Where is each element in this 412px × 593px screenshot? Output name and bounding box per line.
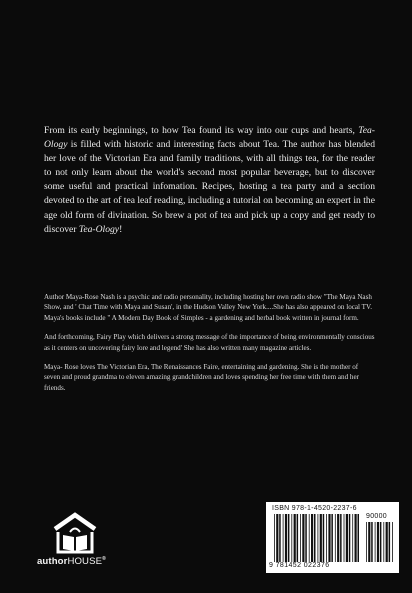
barcode-bar <box>346 514 348 562</box>
barcode-bar <box>297 514 299 562</box>
publisher-logo <box>37 512 113 572</box>
ean-barcode-bars <box>274 514 362 562</box>
house-book-logo-icon <box>49 512 101 554</box>
barcode-bar <box>380 522 382 562</box>
barcode-bar <box>386 522 388 562</box>
barcode-bar <box>375 522 376 562</box>
isbn-barcode <box>266 502 399 573</box>
barcode-bar <box>305 514 307 562</box>
barcode-bar <box>355 514 357 562</box>
price-addon-number: 90000 <box>366 513 387 520</box>
barcode-bar <box>358 514 360 562</box>
barcode-bar <box>274 514 275 562</box>
blurb-text-3: ! <box>119 223 123 235</box>
barcode-bar <box>311 514 313 562</box>
barcode-bar <box>328 514 330 562</box>
book-title-italic: Tea-Ology <box>78 223 120 235</box>
publisher-name <box>37 556 117 567</box>
publisher-name-bold: author <box>37 556 68 568</box>
barcode-bar <box>331 514 333 562</box>
barcode-bar <box>314 514 316 562</box>
barcode-bar <box>279 514 281 562</box>
bio-paragraph-3: Maya- Rose loves The Victorian Era, The Renaissances Faire, entertaining and gardening. She is the mother of seven and proud grandma to eleven amazing grandchildren and loves spending her free time with them and her friends. <box>44 363 359 392</box>
addon-barcode-bars <box>366 522 394 562</box>
blurb-text-2: is filled with historic and interesting facts about Tea. The author has blended her love of the Victorian Era and family traditions, with all things tea, for the reader to not only learn about the world's second most popular beverage, but to discover some useful and practical infomation. Recipes, hosting a tea party and a section devoted to the art of tea leaf reading, including a tutorial on becoming an expert in the age old form of divination. So brew a pot of tea and pick up a copy and get ready to discover <box>44 139 375 235</box>
barcode-bar <box>392 522 393 562</box>
barcode-bar <box>288 514 290 562</box>
blurb-paragraph <box>44 124 375 237</box>
barcode-bar <box>389 522 391 562</box>
barcode-bar <box>377 522 379 562</box>
barcode-bar <box>368 522 370 562</box>
barcode-bar <box>318 514 319 562</box>
barcode-bar <box>285 514 287 562</box>
barcode-bar <box>323 514 325 562</box>
book-title-italic: Tea-Ology <box>44 125 375 151</box>
barcode-bar <box>383 522 384 562</box>
back-cover-blurb <box>44 124 375 237</box>
bio-paragraph-2: And forthcoming, Fairy Play which delivers a strong message of the importance of being environmentally conscious as it centers on uncovering fairy lore and legend' She has also written many magazine articles. <box>44 333 375 352</box>
barcode-bar <box>352 514 353 562</box>
registered-mark: ® <box>102 556 106 562</box>
barcode-bar <box>320 514 322 562</box>
barcode-bar <box>366 522 367 562</box>
author-bio <box>44 292 375 393</box>
barcode-bar <box>291 514 292 562</box>
barcode-bar <box>349 514 351 562</box>
barcode-bar <box>371 522 373 562</box>
barcode-bar <box>294 514 296 562</box>
barcode-bar <box>302 514 304 562</box>
ean-number: 9 781452 022376 <box>269 562 330 569</box>
barcode-bar <box>309 514 310 562</box>
bio-paragraph-1: Author Maya-Rose Nash is a psychic and radio personality, including hosting her own radio show "The Maya Nash Show, and ' Chat Time with Maya and Susan', in the Hudson Valley New York....She has also appeared on local TV. Maya's books include " A Modern Day Book of Simples - a gardening and herbal book written in journal form. <box>44 293 372 322</box>
barcode-bar <box>337 514 339 562</box>
publisher-name-light: HOUSE <box>67 556 103 568</box>
barcode-bar <box>344 514 345 562</box>
blurb-text-1: From its early beginnings, to how Tea found its way into our cups and hearts, <box>44 125 359 136</box>
barcode-bar <box>335 514 336 562</box>
isbn-label: ISBN 978-1-4520-2237-6 <box>272 505 357 512</box>
barcode-bar <box>326 514 327 562</box>
barcode-bar <box>300 514 301 562</box>
barcode-bar <box>340 514 342 562</box>
barcode-bar <box>276 514 278 562</box>
barcode-bar <box>283 514 284 562</box>
